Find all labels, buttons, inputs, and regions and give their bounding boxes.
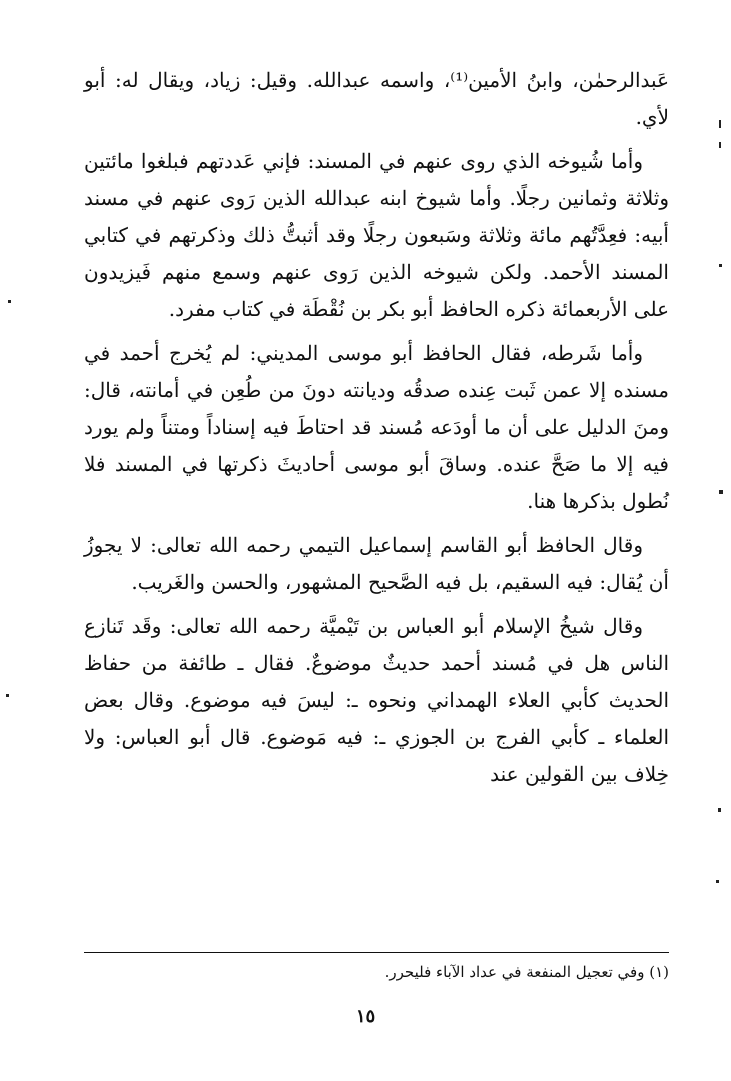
scan-mark	[716, 880, 719, 883]
paragraph: عَبدالرحمٰن، وابنُ الأمين⁽¹⁾، واسمه عبدالله. وقيل: زياد، ويقال له: أبو لأي.	[84, 68, 669, 129]
scan-mark	[719, 490, 723, 494]
main-text	[84, 62, 669, 800]
paragraph: وقال شيخُ الإسلام أبو العباس بن تَيْميَّة رحمه الله تعالى: وقَد تَنازع الناس هل في مُسند أحمد حديثٌ موضوعٌ. فقال ـ طائفة من حفاظ الحديث كأبي العلاء الهمداني ونحوه ـ: ليسَ فيه موضوع. وقال بعض العلماء ـ كأبي الفرج بن الجوزي ـ: فيه مَوضوع. قال أبو العباس: ولا خِلاف بين القولين عند	[84, 614, 669, 786]
scan-mark	[6, 694, 9, 697]
scan-mark	[8, 300, 11, 303]
paragraph: وقال الحافظ أبو القاسم إسماعيل التيمي رحمه الله تعالى: لا يجوزُ أن يُقال: فيه السقيم، بل فيه الصَّحيح المشهور، والحسن والغَريب.	[84, 533, 669, 594]
paragraph: وأما شَرطه، فقال الحافظ أبو موسى المديني: لم يُخرج أحمد في مسنده إلا عمن ثَبت عِنده صدقُه وديانته دونَ من طُعِن في أمانته، قال: ومنَ الدليل على أن ما أودَعه مُسند قد احتاطَ فيه إسناداً ومتناً ولم يورد فيه إلا ما صَحَّ عنده. وساقَ أبو موسى أحاديثَ ذكرتها في المسند فلا نُطول بذكرها هنا.	[84, 341, 669, 513]
footnote-divider	[84, 952, 669, 953]
footnote: (١) وفي تعجيل المنفعة في عداد الآباء فليحرر.	[384, 963, 669, 981]
page-number: ١٥	[355, 1006, 376, 1027]
paragraph: وأما شُيوخه الذي روى عنهم في المسند: فإني عَددتهم فبلغوا مائتين وثلاثة وثمانين رجلًا. وأما شيوخ ابنه عبدالله الذين رَوى عنهم في مسند أبيه: فعِدَّتُهم مائة وثلاثة وسَبعون رجلًا وقد أثبتُّ ذلك وذكرتهم في كتابي المسند الأحمد. ولكن شيوخه الذين رَوى عنهم وسمع منهم فَيزيدون على الأربعمائة ذكره الحافظ أبو بكر بن نُقْطَة في كتاب مفرد.	[84, 149, 669, 321]
scan-mark	[719, 120, 721, 128]
scan-mark	[718, 808, 721, 812]
scan-mark	[719, 264, 722, 267]
scan-mark	[719, 142, 721, 148]
